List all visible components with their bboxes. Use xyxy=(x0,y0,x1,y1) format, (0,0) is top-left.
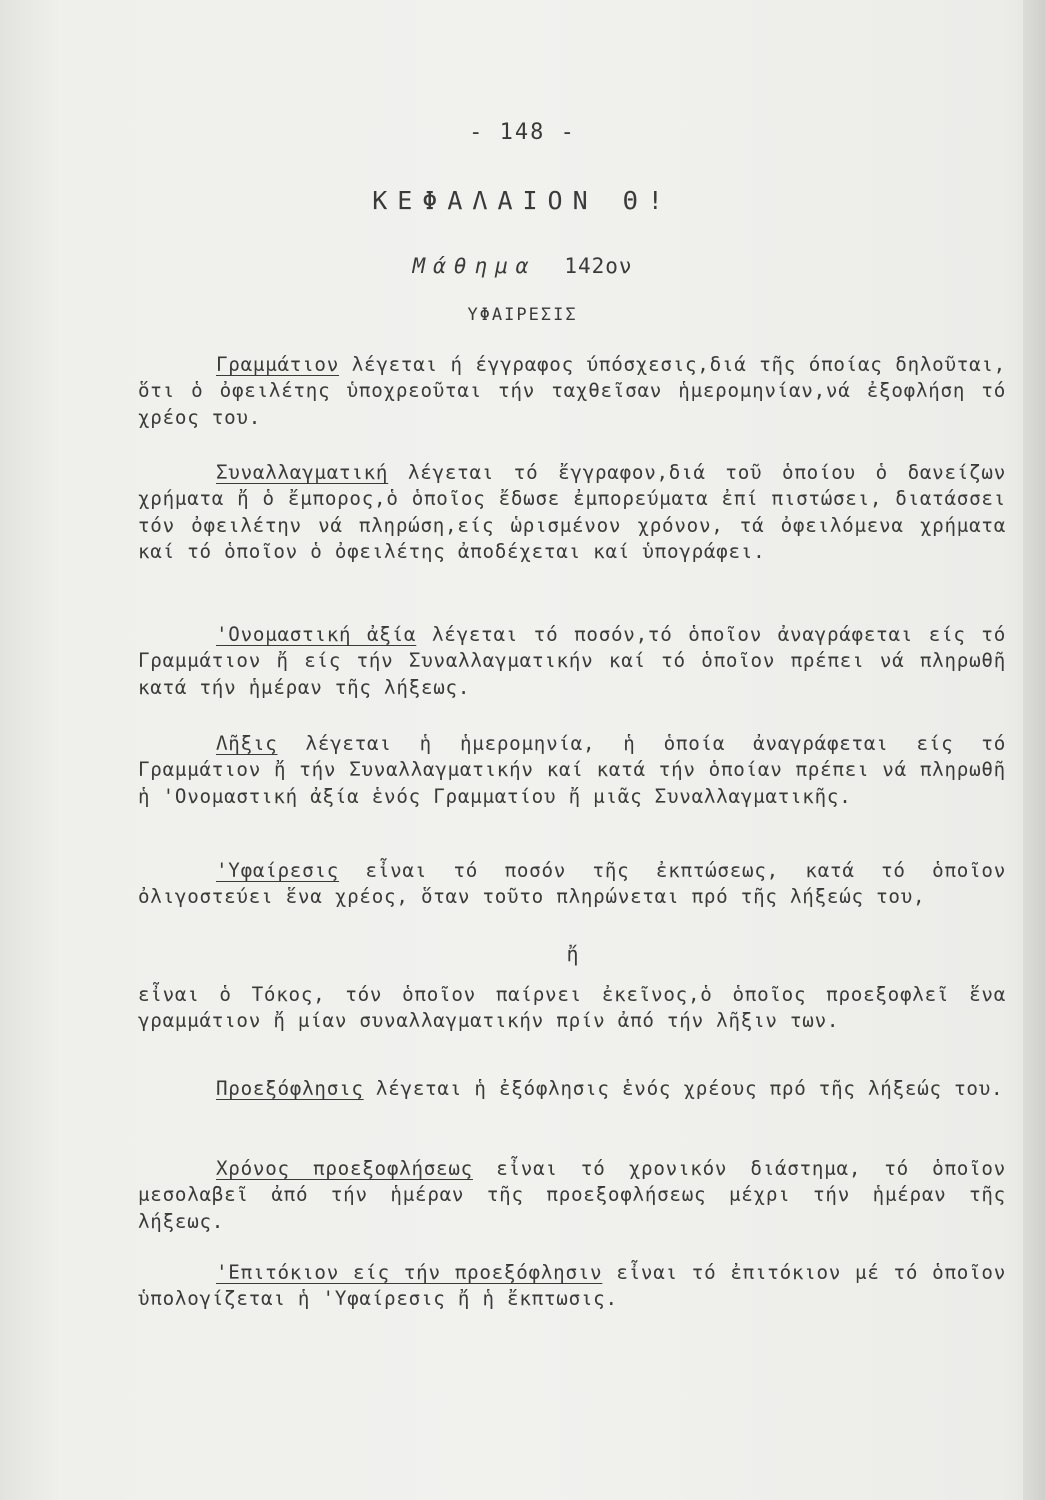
term-yfairesis: 'Υφαίρεσις xyxy=(216,859,340,882)
definition-chronos-proexoflisis: εἶναι τό χρονικόν διάστημα, τό ὁποῖον μεσολαβεῖ ἀπό τήν ἡμέραν τῆς προεξοφλήσεως μέχρι τήν ἡμέραν τῆς λήξεως. xyxy=(138,1157,1006,1233)
paragraph-yfairesis xyxy=(138,858,1006,911)
paragraph-yfairesis-alt xyxy=(138,982,1006,1035)
paragraph-synallagmatiki xyxy=(138,460,1006,565)
section-title: ΥΦΑΙΡΕΣΙΣ xyxy=(467,305,578,325)
definition-yfairesis-alt: εἶναι ὁ Τόκος, τόν ὁποῖον παίρνει ἐκεῖνος,ὁ ὁποῖος προεξοφλεῖ ἕνα γραμμάτιον ἤ μίαν συναλλαγματικήν πρίν ἀπό τήν λῆξιν των. xyxy=(138,983,1006,1033)
lesson-heading xyxy=(0,254,1045,278)
definition-epitokion: εἶναι τό ἐπιτόκιον μέ τό ὁποῖον ὑπολογίζεται ἡ 'Υφαίρεσις ἤ ἡ ἔκπτωσις. xyxy=(138,1261,1006,1311)
definition-synallagmatiki: λέγεται τό ἔγγραφον,διά τοῦ ὁποίου ὁ δανείζων χρήματα ἤ ὁ ἔμπορος,ὁ ὁποῖος ἔδωσε ἐμπορεύματα ἐπί πιστώσει, διατάσσει τόν ὀφειλέτην νά πληρώση,είς ὡρισμένον χρόνον, τά ὀφειλόμενα χρήματα καί τό ὁποῖον ὁ ὀφειλέτης ἀποδέχεται καί ὑπογράφει. xyxy=(138,461,1006,563)
term-onomastiki-axia: 'Ονομαστική ἀξία xyxy=(216,623,417,646)
page-number: - 148 - xyxy=(469,120,576,145)
paragraph-onomastiki-axia xyxy=(138,622,1006,701)
paragraph-lixis xyxy=(138,731,1006,810)
lesson-word: Μάθημα xyxy=(412,254,537,278)
paragraph-chronos-proexoflisis xyxy=(138,1156,1006,1235)
term-lixis: Λῆξις xyxy=(216,732,278,755)
lesson-number: 142ον xyxy=(564,254,633,278)
term-chronos-proexoflisis: Χρόνος προεξοφλήσεως xyxy=(216,1157,473,1180)
definition-grammation: λέγεται ή έγγραφος ύπόσχεσις,διά τῆς όποίας δηλοῦται, ὅτι ὁ ὀφειλέτης ὑποχρεοῦται τήν ταχθεῖσαν ἡμερομηνίαν,νά ἐξοφλήση τό χρέος του. xyxy=(138,353,1006,429)
paragraph-epitokion xyxy=(138,1260,1006,1313)
paragraph-grammation xyxy=(138,352,1006,431)
definition-yfairesis: εἶναι τό ποσόν τῆς ἐκπτώσεως, κατά τό ὁποῖον ὀλιγοστεύει ἕνα χρέος, ὅταν τοῦτο πληρώνεται πρό τῆς λήξεώς του, xyxy=(138,859,1006,909)
chapter-title: ΚΕΦΑΛΑΙΟΝ Θ! xyxy=(372,186,673,215)
page-gutter-shadow xyxy=(1023,0,1045,1500)
or-separator: ἤ xyxy=(566,942,579,966)
definition-proexoflisis: λέγεται ἡ ἐξόφλησις ἑνός χρέους πρό τῆς λήξεώς του. xyxy=(363,1077,1004,1100)
term-synallagmatiki: Συναλλαγματική xyxy=(216,461,389,484)
paragraph-proexoflisis xyxy=(138,1076,1006,1102)
term-proexoflisis: Προεξόφλησις xyxy=(216,1077,364,1100)
definition-onomastiki-axia: λέγεται τό ποσόν,τό ὁποῖον ἀναγράφεται είς τό Γραμμάτιον ἤ είς τήν Συναλλαγματικήν καί τό ὁποῖον πρέπει νά πληρωθῆ κατά τήν ἡμέραν τῆς λήξεως. xyxy=(138,623,1006,699)
definition-lixis: λέγεται ἡ ἡμερομηνία, ἡ ὁποία ἀναγράφεται είς τό Γραμμάτιον ἤ τήν Συναλλαγματικήν καί κατά τήν ὁποίαν πρέπει νά πληρωθῆ ἡ 'Ονομαστική ἀξία ἑνός Γραμματίου ἤ μιᾶς Συναλλαγματικῆς. xyxy=(138,732,1006,808)
term-epitokion: 'Επιτόκιον είς τήν προεξόφλησιν xyxy=(216,1261,603,1284)
term-grammation: Γραμμάτιον xyxy=(216,353,340,376)
